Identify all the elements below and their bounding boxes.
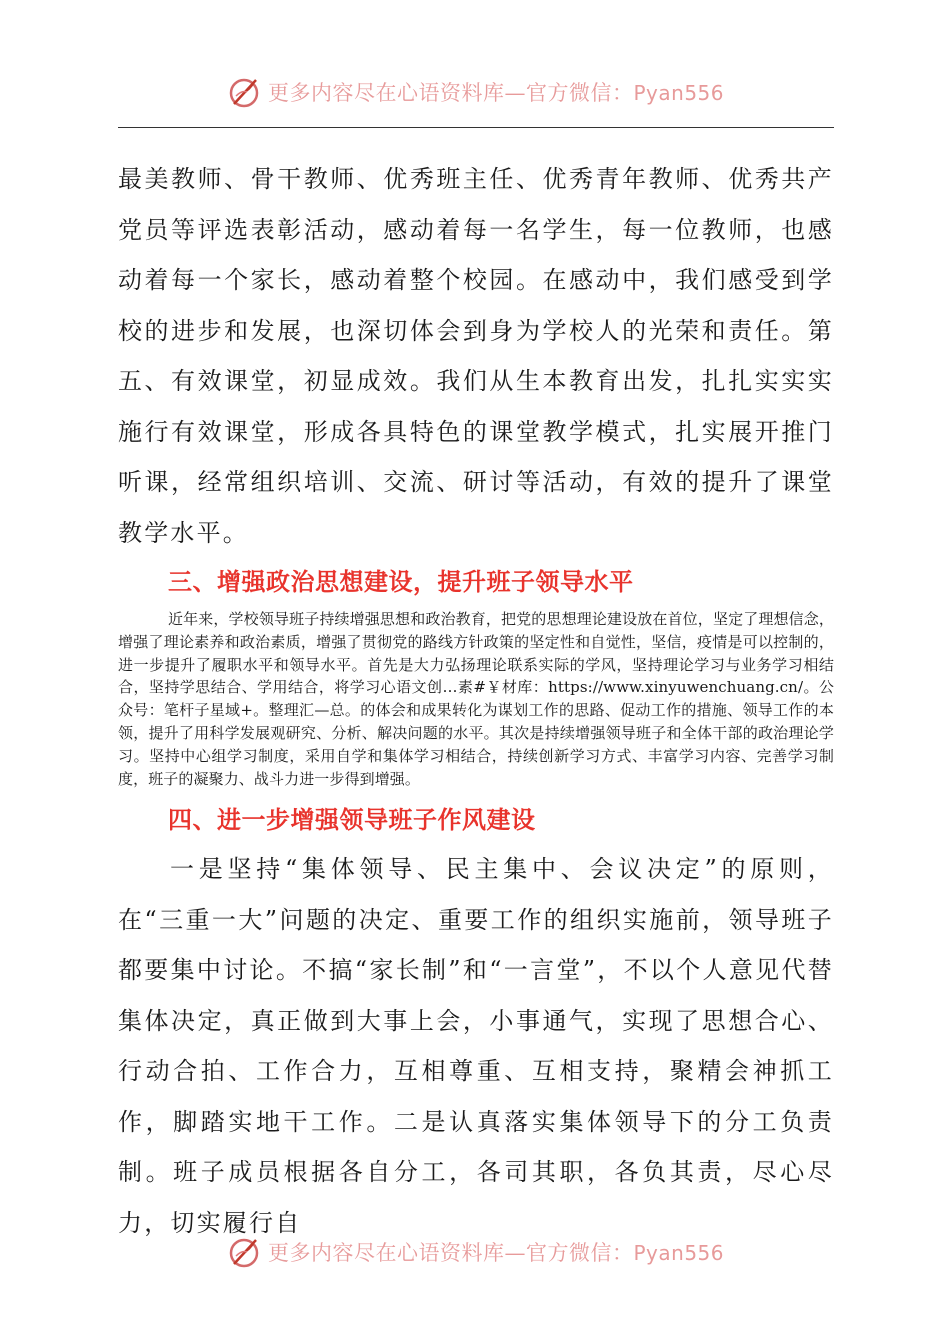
footer-watermark xyxy=(0,1230,950,1274)
wechat-id: Pyan556 xyxy=(633,1241,724,1265)
paragraph-section-4: 一是坚持“集体领导、民主集中、会议决定”的原则，在“三重一大”问题的决定、重要工作的组织实施前，领导班子都要集中讨论。不搞“家长制”和“一言堂”，不以个人意见代替集体决定，真正做到大事上会，小事通气，实现了思想合心、行动合拍、工作合力，互相尊重、互相支持，聚精会神抓工作，脚踏实地干工作。二是认真落实集体领导下的分工负责制。班子成员根据各自分工，各司其职，各负其责，尽心尽力，切实履行自 xyxy=(118,855,834,1237)
header-divider xyxy=(118,127,834,128)
wechat-id: Pyan556 xyxy=(633,81,724,105)
document-body xyxy=(118,154,834,1248)
paragraph-section-3: 近年来，学校领导班子持续增强思想和政治教育，把党的思想理论建设放在首位，坚定了理想信念，增强了理论素养和政治素质，增强了贯彻党的路线方针政策的坚定性和自觉性，坚信，疫情是可以控制的，进一步提升了履职水平和领导水平。首先是大力弘扬理论联系实际的学风，坚持理论学习与业务学习相结合，坚持学思结合、学用结合，将学习心语文创…素#￥材库：https://www.xinyuwenchuang.cn/。公众号：笔杆子星域+。整理汇—总。的体会和成果转化为谋划工作的思路、促动工作的措施、领导工作的本领，提升了用科学发展观研究、分析、解决问题的水平。其次是持续增强领导班子和全体干部的政治理论学习。坚持中心组学习制度，采用自学和集体学习相结合，持续创新学习方式、丰富学习内容、完善学习制度，班子的凝聚力、战斗力进一步得到增强。 xyxy=(118,610,834,788)
section-heading-4: 四、进一步增强领导班子作风建设 xyxy=(168,806,536,835)
watermark-text: 更多内容尽在心语资料库—官方微信：Pyan556 xyxy=(267,81,724,105)
section-heading-3: 三、增强政治思想建设，提升班子领导水平 xyxy=(168,568,634,596)
quill-logo-icon xyxy=(226,74,262,110)
paragraph-continued: 最美教师、骨干教师、优秀班主任、优秀青年教师、优秀共产党员等评选表彰活动，感动着每一名学生，每一位教师，也感动着每一个家长，感动着整个校园。在感动中，我们感受到学校的进步和发展，也深切体会到身为学校人的光荣和责任。第五、有效课堂，初显成效。我们从生本教育出发，扎扎实实实施行有效课堂，形成各具特色的课堂教学模式，扎实展开推门听课，经常组织培训、交流、研讨等活动，有效的提升了课堂教学水平。 xyxy=(118,165,834,547)
header-watermark xyxy=(0,70,950,114)
watermark-text: 更多内容尽在心语资料库—官方微信：Pyan556 xyxy=(267,1241,724,1265)
quill-logo-icon xyxy=(226,1234,262,1270)
